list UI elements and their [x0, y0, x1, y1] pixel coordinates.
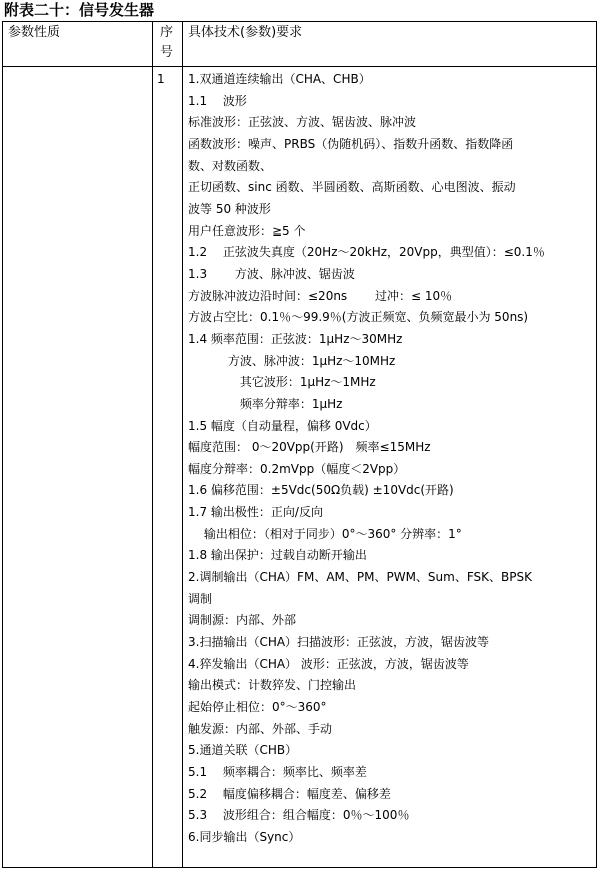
spec-line: 方波占空比：0.1％～99.9％(方波正频宽、负频宽最小为 50ns)	[188, 310, 529, 325]
row-number: 1	[157, 72, 165, 86]
spec-line: 1.双通道连续输出（CHA、CHB）	[188, 72, 371, 86]
spec-content	[188, 69, 594, 849]
table-bottom-border	[2, 867, 597, 868]
spec-line: 标准波形：正弦波、方波、锯齿波、脉冲波	[188, 115, 417, 130]
spec-line: 1.5 幅度（自动量程，偏移 0Vdc）	[188, 418, 377, 433]
spec-line: 幅度分辩率：0.2mVpp（幅度＜2Vpp）	[188, 461, 406, 476]
spec-line: 方波、脉冲波：1μHz～10MHz	[188, 353, 396, 368]
spec-line: 其它波形：1μHz～1MHz	[188, 375, 376, 390]
header-divider	[2, 66, 597, 67]
spec-line: 起始停止相位：0°～360°	[188, 700, 327, 715]
spec-line: 4.猝发输出（CHA） 波形：正弦波，方波，锯齿波等	[188, 656, 469, 671]
spec-line: 5.通道关联（CHB）	[188, 743, 298, 758]
page-title: 附表二十：信号发生器	[4, 1, 155, 19]
header-index-line2: 号	[160, 45, 174, 60]
spec-line: 输出模式：计数猝发、门控输出	[188, 678, 357, 693]
spec-line: 2.调制输出（CHA）FM、AM、PM、PWM、Sum、FSK、BPSK	[188, 570, 532, 585]
spec-line: 幅度范围： 0～20Vpp(开路) 频率≤15MHz	[188, 440, 431, 455]
spec-line: 调制源：内部、外部	[188, 613, 297, 628]
spec-line: 3.扫描输出（CHA）扫描波形：正弦波，方波，锯齿波等	[188, 635, 490, 650]
spec-line: 触发源：内部、外部、手动	[188, 721, 333, 736]
header-param-type: 参数性质	[8, 25, 61, 40]
spec-line: 数、对数函数、	[188, 158, 273, 173]
table-right-border	[596, 21, 597, 868]
spec-line: 1.6 偏移范围：±5Vdc(50Ω负载) ±10Vdc(开路)	[188, 483, 454, 498]
spec-line: 函数波形：噪声、PRBS（伪随机码）、指数升函数、指数降函	[188, 136, 514, 151]
spec-line: 1.2 正弦波失真度（20Hz～20kHz，20Vpp，典型值）：≤0.1％	[188, 245, 545, 260]
spec-line: 1.1 波形	[188, 93, 247, 108]
table-top-border	[2, 21, 597, 22]
spec-line: 1.8 输出保护：过载自动断开输出	[188, 548, 367, 563]
spec-line: 1.7 输出极性：正向/反向	[188, 505, 323, 520]
col-divider-2	[182, 21, 183, 868]
header-index-line1: 序	[160, 25, 174, 40]
col-divider-1	[152, 21, 153, 868]
spec-table	[2, 21, 597, 868]
spec-line: 方波脉冲波边沿时间：≤20ns 过冲：≤ 10％	[188, 288, 453, 303]
spec-line: 输出相位：（相对于同步）0°～360° 分辨率：1°	[188, 526, 462, 541]
table-left-border	[2, 21, 3, 868]
spec-line: 频率分辩率：1μHz	[188, 396, 343, 411]
spec-line: 正切函数、sinc 函数、半圆函数、高斯函数、心电图波、振动	[188, 180, 516, 195]
spec-line: 5.2 幅度偏移耦合：幅度差、偏移差	[188, 786, 391, 801]
spec-line: 波等 50 种波形	[188, 201, 271, 216]
spec-line: 5.3 波形组合：组合幅度：0％～100％	[188, 808, 410, 823]
spec-line: 1.4 频率范围：正弦波：1μHz～30MHz	[188, 331, 403, 346]
spec-line: 用户任意波形：≧5 个	[188, 223, 306, 238]
spec-line: 调制	[188, 591, 213, 606]
spec-line: 6.同步输出（Sync）	[188, 829, 301, 844]
spec-line: 5.1 频率耦合：频率比、频率差	[188, 765, 367, 779]
header-spec-requirements: 具体技术(参数)要求	[188, 25, 303, 40]
spec-line: 1.3 方波、脉冲波、锯齿波	[188, 266, 355, 281]
